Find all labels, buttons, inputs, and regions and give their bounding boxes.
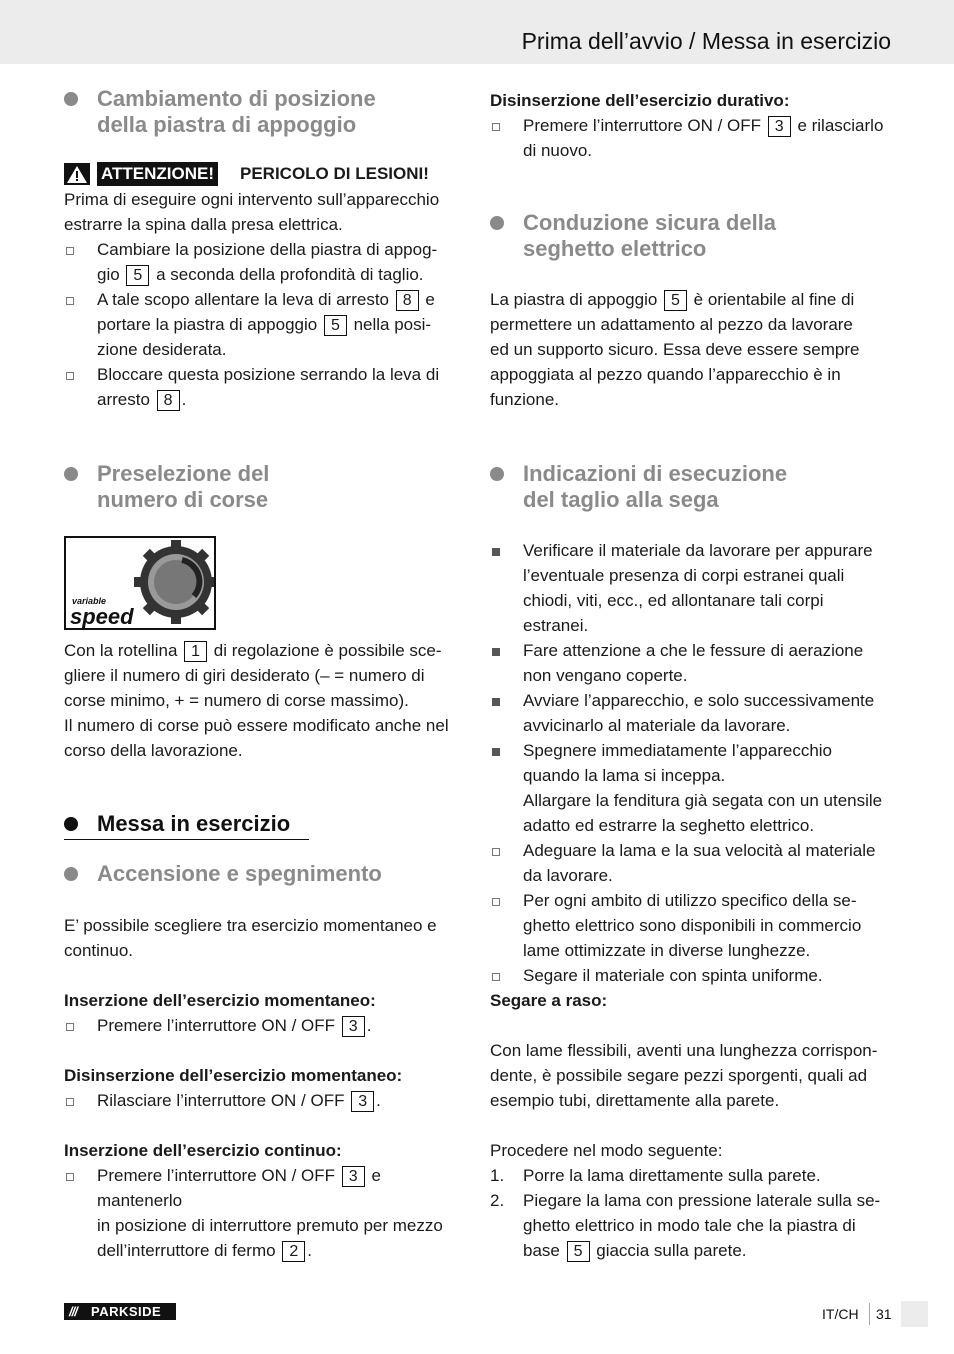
variable-speed-dial-illustration — [64, 536, 216, 630]
list-item — [64, 287, 464, 362]
subheading: Disinserzione dell’esercizio durativo: — [490, 91, 790, 110]
logo-text: PARKSIDE — [91, 1304, 162, 1319]
checkbox-bullet-icon — [492, 848, 500, 856]
text-line: base 5 giaccia sulla parete. — [523, 1241, 747, 1260]
instruction-list — [64, 237, 464, 412]
text-line: da lavorare. — [523, 866, 613, 885]
text-line: zione desiderata. — [97, 340, 227, 359]
text-line: E’ possibile scegliere tra esercizio momentaneo e — [64, 916, 437, 935]
warning-triangle-icon — [64, 163, 90, 185]
text-line: Adeguare la lama e la sua velocità al materiale — [523, 841, 876, 860]
list-item — [490, 838, 890, 888]
checkbox-bullet-icon — [492, 898, 500, 906]
text-line: Bloccare questa posizione serrando la leva di — [97, 365, 440, 384]
text-line: ghetto elettrico in modo tale che la piastra di — [523, 1216, 856, 1235]
heading-line: del taglio alla sega — [523, 487, 719, 512]
heading-preselezione — [64, 461, 477, 513]
warning-label: ATTENZIONE! — [97, 162, 218, 186]
list-item — [64, 237, 464, 287]
subheading: Disinserzione dell’esercizio momentaneo: — [64, 1066, 403, 1085]
page-number: 31 — [876, 1306, 892, 1322]
list-item — [490, 738, 890, 838]
text-line: ghetto elettrico sono disponibili in commercio — [523, 916, 862, 935]
text-line: Piegare la lama con pressione laterale sulla se- — [523, 1191, 881, 1210]
checkbox-bullet-icon — [66, 1173, 74, 1181]
part-number-box: 2 — [282, 1241, 305, 1262]
parkside-logo — [64, 1303, 176, 1320]
heading-line: seghetto elettrico — [523, 236, 707, 261]
text-line: l’eventuale presenza di corpi estranei quali — [523, 566, 845, 585]
list-item — [490, 113, 890, 163]
heading-messa-in-esercizio — [64, 811, 477, 837]
tips-list — [490, 538, 890, 988]
square-bullet-icon — [492, 648, 500, 656]
text-line: Rilasciare l’interruttore ON / OFF 3 . — [97, 1091, 381, 1110]
page-corner-tab — [901, 1301, 928, 1327]
subheading: Inserzione dell’esercizio continuo: — [64, 1141, 342, 1160]
language-code: IT/CH — [822, 1306, 859, 1322]
list-item — [490, 638, 890, 688]
text-line: A tale scopo allentare la leva di arresto 8 e — [97, 290, 435, 309]
heading-indicazioni — [490, 461, 903, 513]
heading-line: Messa in esercizio — [97, 811, 291, 836]
text-line: lame ottimizzate in diverse lunghezze. — [523, 941, 811, 960]
heading-line: Conduzione sicura della — [523, 210, 777, 235]
part-number-box: 5 — [664, 290, 687, 311]
square-bullet-icon — [492, 748, 500, 756]
part-number-box: 3 — [342, 1166, 365, 1187]
text-line: gio 5 a seconda della profondità di taglio. — [97, 265, 424, 284]
text-line: Allargare la fenditura già segata con un utensile — [523, 791, 883, 810]
instruction-list — [64, 1088, 464, 1113]
text-line: Spegnere immediatamente l’apparecchio — [523, 741, 833, 760]
part-number-box: 8 — [396, 290, 419, 311]
bullet-dot-icon — [490, 467, 504, 481]
heading-cambiamento-posizione — [64, 86, 477, 138]
list-item — [490, 688, 890, 738]
text-line: Fare attenzione a che le fessure di aerazione — [523, 641, 864, 660]
text-line: portare la piastra di appoggio 5 nella posi- — [97, 315, 432, 334]
part-number-box: 5 — [567, 1241, 590, 1262]
logo-mark: /// — [69, 1304, 77, 1319]
part-number-box: 5 — [324, 315, 347, 336]
bullet-dot-icon — [64, 817, 78, 831]
text-line: in posizione di interruttore premuto per mezzo — [97, 1216, 443, 1235]
bullet-dot-icon — [490, 216, 504, 230]
part-number-box: 3 — [768, 116, 791, 137]
logo-text-small: variable — [72, 596, 107, 606]
text-line: esempio tubi, direttamente alla parete. — [490, 1091, 780, 1110]
text-line: quando la lama si inceppa. — [523, 766, 726, 785]
bullet-dot-icon — [64, 867, 78, 881]
text-line: Verificare il materiale da lavorare per appurare — [523, 541, 873, 560]
text-line: Premere l’interruttore ON / OFF 3 e mantenerlo — [97, 1166, 381, 1210]
page-header — [0, 0, 954, 64]
checkbox-bullet-icon — [66, 247, 74, 255]
text-line: Il numero di corse può essere modificato anche nel — [64, 716, 449, 735]
part-number-box: 8 — [157, 390, 180, 411]
heading-line: della piastra di appoggio — [97, 112, 357, 137]
subheading: Segare a raso: — [490, 991, 608, 1010]
list-item — [64, 1013, 464, 1038]
text-line: Con lame flessibili, aventi una lunghezza corrispon- — [490, 1041, 878, 1060]
bullet-dot-icon — [64, 467, 78, 481]
list-item — [64, 1088, 464, 1113]
text-line: permettere un adattamento al pezzo da lavorare — [490, 315, 853, 334]
part-number-box: 3 — [351, 1091, 374, 1112]
text-line: Prima di eseguire ogni intervento sull’apparecchio — [64, 190, 440, 209]
list-item — [64, 1163, 464, 1263]
text-line: Cambiare la posizione della piastra di appog- — [97, 240, 438, 259]
speed-dial-icon — [66, 538, 214, 628]
part-number-box: 5 — [126, 265, 149, 286]
square-bullet-icon — [492, 698, 500, 706]
text-line: appoggiata al pezzo quando l’apparecchio è in — [490, 365, 841, 384]
part-number-box: 3 — [342, 1016, 365, 1037]
heading-underline — [64, 839, 309, 840]
numbered-steps — [490, 1163, 890, 1263]
heading-line: Cambiamento di posizione — [97, 86, 376, 111]
part-number-box: 1 — [184, 641, 207, 662]
text-line: di nuovo. — [523, 141, 592, 160]
heading-conduzione-sicura — [490, 210, 903, 262]
text-line: arresto 8 . — [97, 390, 187, 409]
text-line: Con la rotellina 1 di regolazione è possibile sce- — [64, 641, 442, 660]
heading-line: Indicazioni di esecuzione — [523, 461, 788, 486]
text-line: Avviare l’apparecchio, e solo successivamente — [523, 691, 875, 710]
square-bullet-icon — [492, 548, 500, 556]
list-item — [490, 538, 890, 638]
list-item — [490, 1188, 890, 1263]
text-line: Porre la lama direttamente sulla parete. — [523, 1166, 821, 1185]
conduzione-paragraph — [490, 287, 890, 412]
checkbox-bullet-icon — [492, 973, 500, 981]
checkbox-bullet-icon — [492, 123, 500, 131]
footer-divider — [869, 1303, 870, 1325]
heading-line: Preselezione del — [97, 461, 270, 486]
text-line: Per ogni ambito di utilizzo specifico della se- — [523, 891, 857, 910]
list-item — [64, 362, 464, 412]
text-line: continuo. — [64, 941, 133, 960]
text-line: dente, è possibile segare pezzi sporgenti, quali ad — [490, 1066, 868, 1085]
modes-paragraph — [64, 913, 464, 963]
speed-paragraph — [64, 638, 464, 763]
checkbox-bullet-icon — [66, 297, 74, 305]
text-line: avvicinarlo al materiale da lavorare. — [523, 716, 791, 735]
bullet-dot-icon — [64, 92, 78, 106]
procedure-intro: Procedere nel modo seguente: — [490, 1141, 723, 1160]
list-item — [490, 1163, 890, 1188]
checkbox-bullet-icon — [66, 1098, 74, 1106]
page-title: Prima dell’avvio / Messa in esercizio — [521, 28, 891, 54]
flush-cut-paragraph — [490, 1038, 890, 1113]
text-line: Premere l’interruttore ON / OFF 3 e rilasciarlo — [523, 116, 884, 135]
instruction-list — [490, 113, 890, 163]
text-line: gliere il numero di giri desiderato (– = numero di — [64, 666, 425, 685]
instruction-list — [64, 1013, 464, 1038]
logo-text-big: speed — [70, 604, 134, 628]
step-number: 2. — [490, 1191, 505, 1210]
text-line: ed un supporto sicuro. Essa deve essere sempre — [490, 340, 860, 359]
text-line: dell’interruttore di fermo 2 . — [97, 1241, 312, 1260]
text-line: adatto ed estrarre la seghetto elettrico. — [523, 816, 815, 835]
heading-line: Accensione e spegnimento — [97, 861, 382, 886]
intro-paragraph — [64, 187, 464, 237]
text-line: corse minimo, + = numero di corse massimo). — [64, 691, 409, 710]
heading-line: numero di corse — [97, 487, 269, 512]
instruction-list — [64, 1163, 464, 1263]
text-line: estrarre la spina dalla presa elettrica. — [64, 215, 343, 234]
warning-banner — [64, 162, 464, 186]
step-number: 1. — [490, 1166, 505, 1185]
text-line: funzione. — [490, 390, 559, 409]
warning-text: PERICOLO DI LESIONI! — [240, 164, 429, 183]
checkbox-bullet-icon — [66, 1023, 74, 1031]
text-line: Segare il materiale con spinta uniforme. — [523, 966, 823, 985]
heading-accensione — [64, 861, 477, 887]
text-line: non vengano coperte. — [523, 666, 688, 685]
text-line: Premere l’interruttore ON / OFF 3 . — [97, 1016, 372, 1035]
subheading: Inserzione dell’esercizio momentaneo: — [64, 991, 376, 1010]
text-line: chiodi, viti, ecc., ed allontanare tali corpi estranei. — [523, 591, 824, 635]
list-item — [490, 888, 890, 963]
list-item — [490, 963, 890, 988]
checkbox-bullet-icon — [66, 372, 74, 380]
text-line: La piastra di appoggio 5 è orientabile al fine di — [490, 290, 855, 309]
text-line: corso della lavorazione. — [64, 741, 243, 760]
